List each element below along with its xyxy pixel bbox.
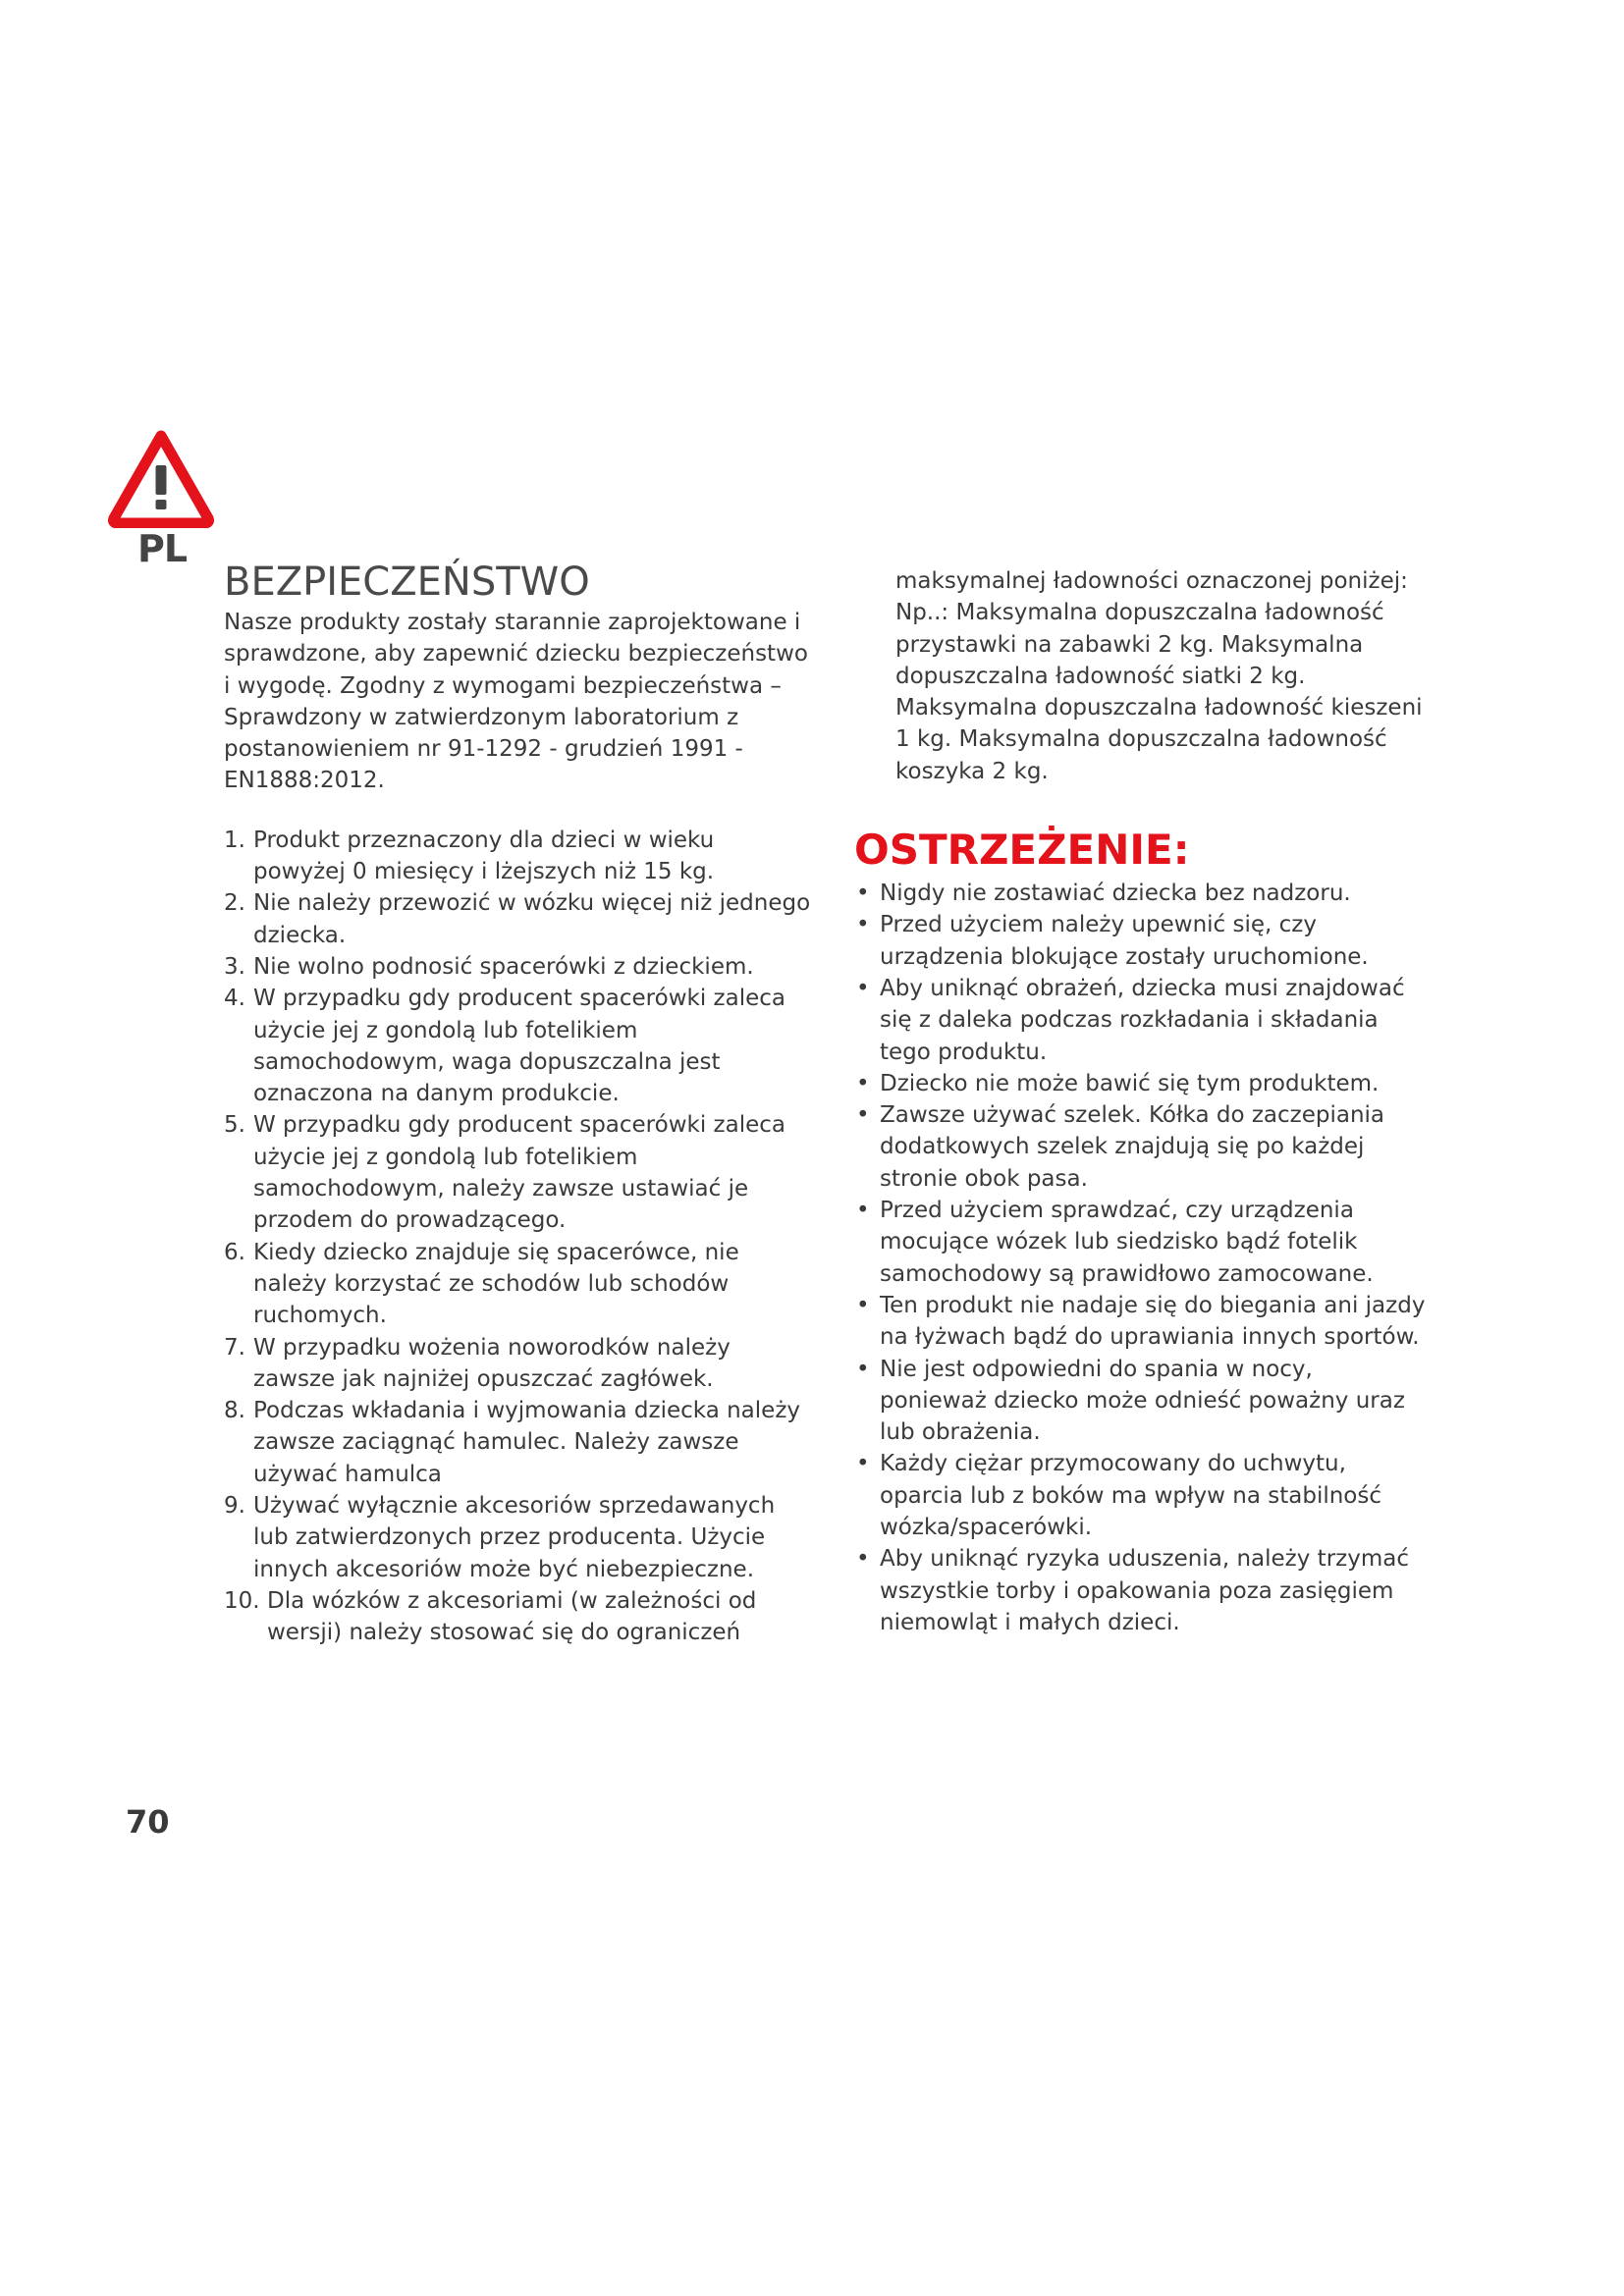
list-item-text: Aby uniknąć ryzyka uduszenia, należy trzymać wszystkie torby i opakowania poza zasięgiem niemowląt i małych dzieci.: [880, 1546, 1409, 1635]
list-item-number: 1.: [224, 827, 245, 853]
list-item: [224, 983, 813, 1109]
list-item: [224, 951, 813, 983]
language-code: PL: [137, 527, 188, 570]
bullet-icon: •: [856, 881, 870, 907]
bullet-icon: •: [856, 1546, 870, 1573]
list-item: [854, 973, 1426, 1068]
bullet-icon: •: [856, 1070, 870, 1096]
list-item-text: Aby uniknąć obrażeń, dziecka musi znajdować się z daleka podczas rozkładania i składania tego produktu.: [880, 975, 1405, 1065]
bullet-icon: •: [856, 1356, 870, 1382]
warning-list: [854, 878, 1426, 1638]
safety-title: BEZPIECZEŃSTWO: [224, 560, 590, 605]
page-number: 70: [126, 1803, 170, 1841]
list-item: [224, 825, 813, 888]
list-item: [854, 1290, 1426, 1354]
list-item-number: 6.: [224, 1239, 245, 1265]
bullet-icon: •: [856, 912, 870, 938]
list-item-number: 9.: [224, 1493, 245, 1520]
list-item: [854, 1068, 1426, 1099]
list-item-text: Dla wózków z akcesoriami (w zależności od wersji) należy stosować się do ograniczeń: [267, 1587, 757, 1646]
list-item-text: Używać wyłącznie akcesoriów sprzedawanych lub zatwierdzonych przez producenta. Użycie innych akcesoriów może być niebezpieczne.: [253, 1493, 776, 1582]
list-item-text: Podczas wkładania i wyjmowania dziecka należy zawsze zaciągnąć hamulec. Należy zawsze używać hamulca: [253, 1398, 800, 1487]
warning-triangle-icon: [108, 430, 214, 528]
warning-title: OSTRZEŻENIE:: [854, 826, 1190, 875]
safety-section: [224, 560, 813, 1649]
list-item-text: W przypadku gdy producent spacerówki zaleca użycie jej z gondolą lub fotelikiem samochodowym, waga dopuszczalna jest oznaczona na danym produkcie.: [253, 986, 785, 1107]
list-item-number: 3.: [224, 953, 245, 980]
list-item: [854, 878, 1426, 909]
list-item-text: Nie wolno podnosić spacerówki z dzieckiem.: [253, 953, 754, 980]
list-item: [854, 1543, 1426, 1638]
list-item-text: Produkt przeznaczony dla dzieci w wieku powyżej 0 miesięcy i lżejszych niż 15 kg.: [253, 827, 715, 885]
list-item: [854, 1195, 1426, 1290]
bullet-icon: •: [856, 1292, 870, 1318]
list-item-number: 10.: [224, 1587, 260, 1614]
safety-item-continued: maksymalnej ładowności oznaczonej poniżej: Np..: Maksymalna dopuszczalna ładowność przystawki na zabawki 2 kg. Maksymalna dopuszczalna ładowność siatki 2 kg. Maksymalna dopuszczalna ładowność kieszeni 1 kg. Maksymalna dopuszczalna ładowność koszyka 2 kg.: [895, 568, 1423, 784]
list-item-text: W przypadku gdy producent spacerówki zaleca użycie jej z gondolą lub fotelikiem samochodowym, należy zawsze ustawiać je przodem do prowadzącego.: [253, 1112, 785, 1234]
safety-intro: Nasze produkty zostały starannie zaprojektowane i sprawdzone, aby zapewnić dziecku bezpieczeństwo i wygodę. Zgodny z wymogami bezpieczeństwa – Sprawdzony w zatwierdzonym laboratorium z postanowieniem nr 91-1292 - grudzień 1991 - EN1888:2012.: [224, 610, 808, 794]
list-item: [854, 1354, 1426, 1449]
list-item-text: Przed użyciem należy upewnić się, czy urządzenia blokujące zostały uruchomione.: [880, 912, 1369, 970]
list-item-number: 2.: [224, 890, 245, 917]
list-item-text: Zawsze używać szelek. Kółka do zaczepiania dodatkowych szelek znajdują się po każdej stronie obok pasa.: [880, 1102, 1385, 1192]
list-item: [224, 1237, 813, 1332]
list-item-text: Nie należy przewozić w wózku więcej niż jednego dziecka.: [253, 890, 811, 948]
list-item-text: Kiedy dziecko znajduje się spacerówce, nie należy korzystać ze schodów lub schodów ruchomych.: [253, 1239, 739, 1329]
bullet-icon: •: [856, 1451, 870, 1477]
list-item-text: Nie jest odpowiedni do spania w nocy, ponieważ dziecko może odnieść poważny uraz lub obrażenia.: [880, 1356, 1405, 1446]
list-item-number: 7.: [224, 1334, 245, 1361]
list-item: [224, 887, 813, 951]
safety-list: [224, 825, 813, 1649]
list-item-text: W przypadku wożenia noworodków należy zawsze jak najniżej opuszczać zagłówek.: [253, 1334, 731, 1392]
bullet-icon: •: [856, 1198, 870, 1224]
list-item-number: 4.: [224, 986, 245, 1012]
list-item-text: Dziecko nie może bawić się tym produktem.: [880, 1070, 1380, 1096]
list-item: [224, 1395, 813, 1490]
list-item: [854, 1099, 1426, 1195]
list-item-text: Nigdy nie zostawiać dziecka bez nadzoru.: [880, 881, 1351, 907]
list-item: [854, 909, 1426, 973]
list-item-number: 5.: [224, 1112, 245, 1139]
list-item-text: Ten produkt nie nadaje się do biegania ani jazdy na łyżwach bądź do uprawiania innych sportów.: [880, 1292, 1426, 1351]
list-item: [224, 1585, 813, 1649]
right-column: [854, 565, 1426, 1638]
list-item: [854, 1448, 1426, 1543]
list-item: [224, 1109, 813, 1236]
list-item-text: Każdy ciężar przymocowany do uchwytu, oparcia lub z boków ma wpływ na stabilność wózka/spacerówki.: [880, 1451, 1382, 1541]
list-item-number: 8.: [224, 1398, 245, 1424]
bullet-icon: •: [856, 1102, 870, 1129]
bullet-icon: •: [856, 975, 870, 1001]
list-item: [224, 1490, 813, 1585]
list-item-text: Przed użyciem sprawdzać, czy urządzenia mocujące wózek lub siedzisko bądź fotelik samochodowy są prawidłowo zamocowane.: [880, 1198, 1374, 1287]
list-item: [224, 1332, 813, 1396]
